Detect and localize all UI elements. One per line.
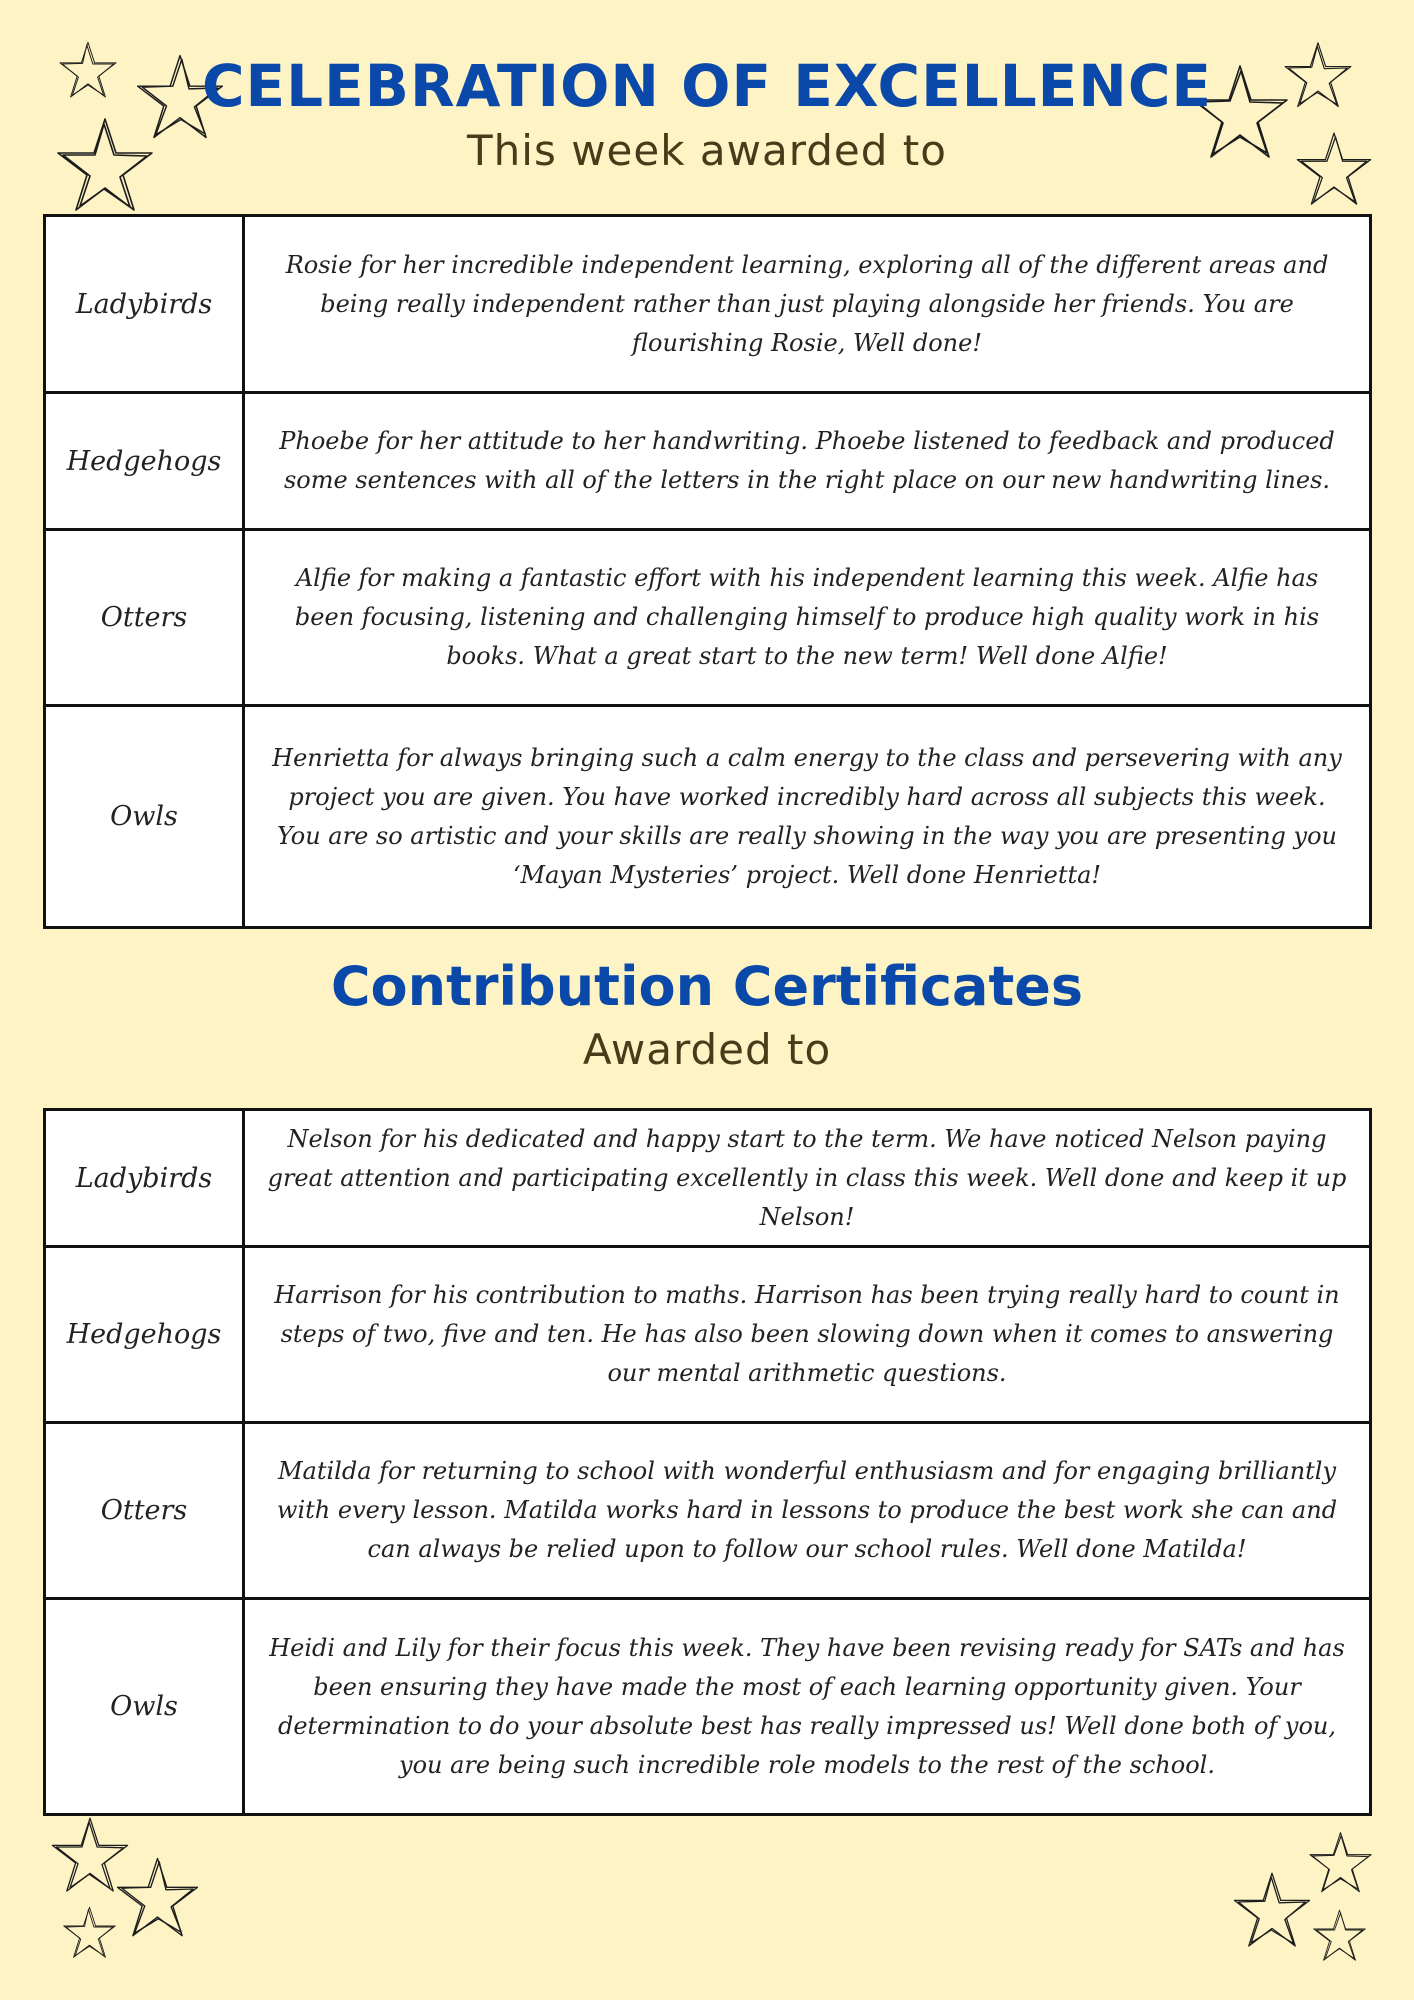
award-message: Phoebe for her attitude to her handwriting. Phoebe listened to feedback and produced some sentences with all of the letters in the right place on our new handwriting lines. xyxy=(244,393,1371,530)
star-icon xyxy=(1308,1830,1373,1895)
contribution-table xyxy=(43,1108,1372,1816)
page-subtitle: This week awarded to xyxy=(467,126,947,175)
award-message: Matilda for returning to school with wonderful enthusiasm and for engaging brilliantly with every lesson. Matilda works hard in lessons to produce the best work she can and can always be relied upon to follow our school rules. Well done Matilda! xyxy=(244,1423,1371,1599)
class-name: Ladybirds xyxy=(45,1110,244,1247)
class-name: Hedgehogs xyxy=(45,393,244,530)
class-name: Owls xyxy=(45,706,244,928)
table-row xyxy=(45,1599,1371,1815)
table-row xyxy=(45,530,1371,706)
class-name: Otters xyxy=(45,1423,244,1599)
table-row xyxy=(45,216,1371,393)
table-row xyxy=(45,1423,1371,1599)
class-name: Ladybirds xyxy=(45,216,244,393)
class-name: Otters xyxy=(45,530,244,706)
star-icon xyxy=(1232,1870,1312,1950)
award-message: Alfie for making a fantastic effort with his independent learning this week. Alfie has been focusing, listening and challenging himself to produce high quality work in his books. What a great start to the new term! Well done Alfie! xyxy=(244,530,1371,706)
section-title: Contribution Certificates xyxy=(330,955,1084,1018)
star-icon xyxy=(1312,1908,1367,1963)
table-row xyxy=(45,393,1371,530)
award-message: Henrietta for always bringing such a calm energy to the class and persevering with any project you are given. You have worked incredibly hard across all subjects this week. You are so artistic and your skills are really showing in the way you are presenting you ‘Mayan Mysteries’ project. Well done Henrietta! xyxy=(244,706,1371,928)
award-message: Heidi and Lily for their focus this week. They have been revising ready for SATs and has been ensuring they have made the most of each learning opportunity given. Your determination to do your absolute best has really impressed us! Well done both of you, you are being such incredible role models to the rest of the school. xyxy=(244,1599,1371,1815)
page-title: CELEBRATION OF EXCELLENCE xyxy=(201,52,1213,120)
table-row xyxy=(45,706,1371,928)
class-name: Owls xyxy=(45,1599,244,1815)
star-icon xyxy=(115,1855,200,1940)
star-icon xyxy=(62,1905,117,1960)
class-name: Hedgehogs xyxy=(45,1247,244,1423)
table-row xyxy=(45,1110,1371,1247)
excellence-table xyxy=(43,214,1372,929)
award-message: Harrison for his contribution to maths. Harrison has been trying really hard to count in steps of two, five and ten. He has also been slowing down when it comes to answering our mental arithmetic questions. xyxy=(244,1247,1371,1423)
award-message: Nelson for his dedicated and happy start to the term. We have noticed Nelson paying great attention and participating excellently in class this week. Well done and keep it up Nelson! xyxy=(244,1110,1371,1247)
award-message: Rosie for her incredible independent learning, exploring all of the different areas and being really independent rather than just playing alongside her friends. You are flourishing Rosie, Well done! xyxy=(244,216,1371,393)
section-subtitle: Awarded to xyxy=(582,1025,832,1074)
table-row xyxy=(45,1247,1371,1423)
